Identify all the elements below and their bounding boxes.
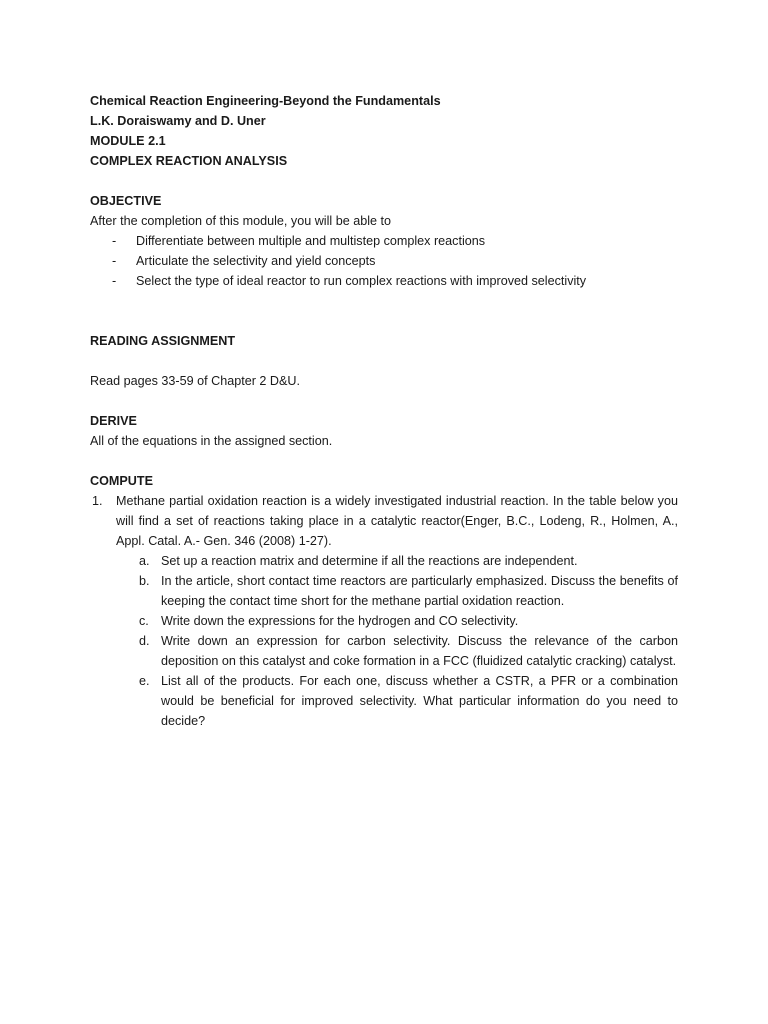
reading-text: Read pages 33-59 of Chapter 2 D&U.	[90, 374, 301, 388]
part-letter: a.	[139, 554, 150, 568]
document-title: Chemical Reaction Engineering-Beyond the Fundamentals	[90, 94, 441, 108]
reading-heading: READING ASSIGNMENT	[90, 334, 236, 348]
bullet-text: Differentiate between multiple and multistep complex reactions	[136, 234, 486, 248]
part-letter: e.	[139, 674, 150, 688]
objective-intro: After the completion of this module, you will be able to	[90, 214, 392, 228]
part-text: Set up a reaction matrix and determine if all the reactions are independent.	[161, 554, 578, 568]
bullet-marker: -	[112, 254, 117, 268]
part-text: In the article, short contact time reactors are particularly emphasized. Discuss the benefits of keeping the contact time short for the methane partial oxidation reaction.	[161, 574, 678, 608]
part-letter: b.	[139, 574, 150, 588]
bullet-text: Articulate the selectivity and yield concepts	[136, 254, 376, 268]
part-text: Write down the expressions for the hydrogen and CO selectivity.	[161, 614, 519, 628]
bullet-marker: -	[112, 274, 117, 288]
compute-heading: COMPUTE	[90, 474, 153, 488]
question-text: Methane partial oxidation reaction is a widely investigated industrial reaction. In the table below you will find a set of reactions taking place in a catalytic reactor(Enger, B.C., Lodeng, R., Holmen, A., Appl. Catal. A.- Gen. 346 (2008) 1-27).	[116, 494, 678, 548]
part-text: Write down an expression for carbon selectivity. Discuss the relevance of the carbon deposition on this catalyst and coke formation in a FCC (fluidized catalytic cracking) catalyst.	[161, 634, 678, 668]
part-text: List all of the products. For each one, discuss whether a CSTR, a PFR or a combination would be beneficial for improved selectivity. What particular information do you need to decide?	[161, 674, 678, 728]
module-number: MODULE 2.1	[90, 134, 166, 148]
module-topic: COMPLEX REACTION ANALYSIS	[90, 154, 288, 168]
document-authors: L.K. Doraiswamy and D. Uner	[90, 114, 266, 128]
part-letter: c.	[139, 614, 149, 628]
bullet-text: Select the type of ideal reactor to run complex reactions with improved selectivity	[136, 274, 587, 288]
objective-heading: OBJECTIVE	[90, 194, 162, 208]
derive-heading: DERIVE	[90, 414, 137, 428]
part-letter: d.	[139, 634, 150, 648]
question-number: 1.	[92, 494, 103, 508]
bullet-marker: -	[112, 234, 117, 248]
derive-text: All of the equations in the assigned section.	[90, 434, 333, 448]
